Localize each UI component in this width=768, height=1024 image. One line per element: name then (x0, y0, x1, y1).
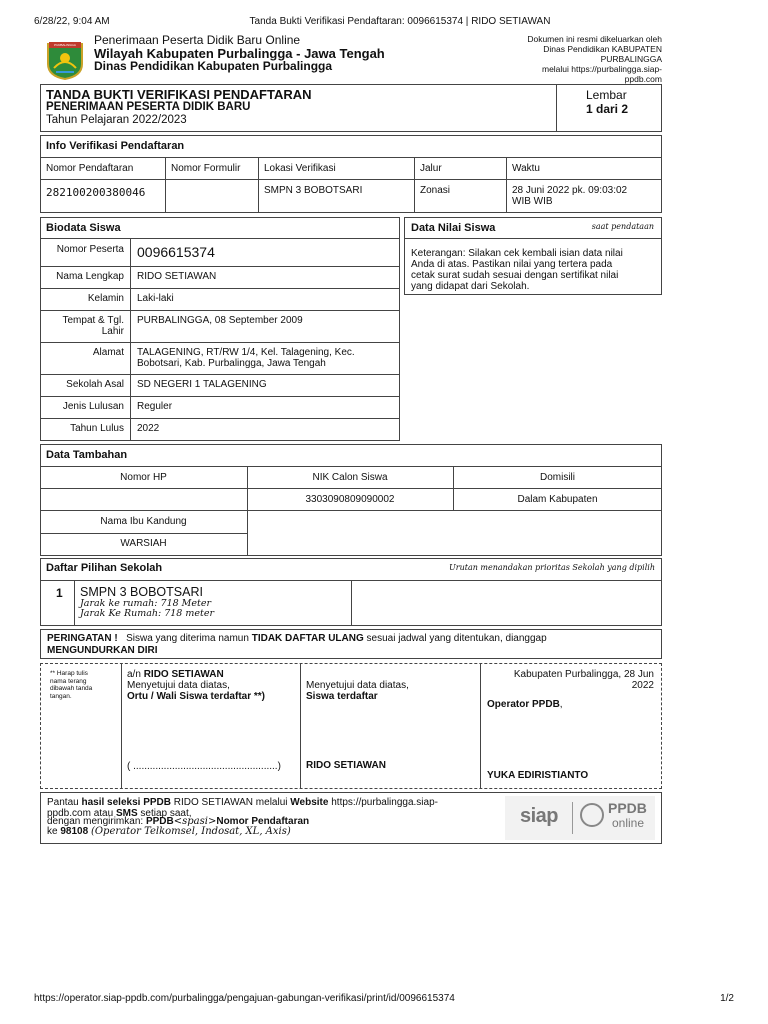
col-jalur: Jalur (420, 163, 442, 174)
academic-year: Tahun Pelajaran 2022/2023 (46, 114, 187, 126)
pilihan-jarak-1: Jarak ke rumah: 718 Meter (80, 598, 212, 609)
label-alamat: Alamat (92, 347, 124, 358)
label-sekolah-asal: Sekolah Asal (66, 379, 124, 390)
fl2-b: SMS (115, 808, 138, 819)
jenis-lulusan-value: Reguler (137, 401, 173, 412)
sheet-label: Lembar (586, 88, 627, 102)
lokasi-verifikasi-value: SMPN 3 BOBOTSARI (264, 185, 363, 196)
alamat-value-1: TALAGENING, RT/RW 1/4, Kel. Talagening, Kec. (137, 347, 355, 358)
header-issuer-note (480, 34, 662, 84)
fl3-c: <spasi> (173, 816, 217, 827)
document-title: TANDA BUKTI VERIFIKASI PENDAFTARAN (46, 87, 312, 102)
jalur-value: Zonasi (420, 185, 451, 196)
operator-name: YUKA EDIRISTIANTO (487, 770, 589, 781)
online-logo: online (612, 816, 645, 830)
nilai-heading: Data Nilai Siswa (411, 222, 496, 234)
peringatan-line1 (47, 633, 547, 645)
col-nomor-formulir: Nomor Formulir (171, 163, 241, 174)
col-nomor-pendaftaran: Nomor Pendaftaran (46, 163, 134, 174)
col-waktu: Waktu (512, 163, 540, 174)
fl4-a: ke (47, 826, 58, 837)
nilai-text-4: yang didapat dari Sekolah. (411, 281, 530, 292)
pilihan-note: Urutan menandakan prioritas Sekolah yang dipilih (449, 563, 655, 572)
fl1-c: RIDO SETIAWAN melalui (173, 797, 288, 808)
col-ibu-kandung: Nama Ibu Kandung (100, 516, 187, 527)
biodata-heading: Biodata Siswa (46, 222, 121, 234)
an-name: RIDO SETIAWAN (143, 669, 224, 680)
document-subtitle: PENERIMAAN PESERTA DIDIK BARU (46, 101, 251, 113)
issuer-line3: PURBALINGGA (600, 54, 662, 64)
domisili-value: Dalam Kabupaten (517, 494, 598, 505)
nilai-note: saat pendataan (591, 222, 654, 231)
pilihan-school: SMPN 3 BOBOTSARI (80, 585, 203, 599)
note-line3: dibawah tanda (50, 685, 93, 692)
issuer-line1: Dokumen ini resmi dikeluarkan oleh (527, 34, 662, 44)
fl1-d: Website (290, 797, 329, 808)
peringatan-text2: sesuai jadwal yang ditentukan, dianggap (366, 633, 547, 644)
label-tempat-tgl-lahir-2: Lahir (101, 326, 124, 337)
header-line2: Wilayah Kabupaten Purbalingga - Jawa Tengah (94, 46, 385, 61)
pilihan-number: 1 (56, 586, 63, 600)
peringatan-line2: MENGUNDURKAN DIRI (47, 645, 158, 656)
siap-logo: siap (520, 805, 559, 827)
logo-banner-text: PURBALINGGA (54, 43, 76, 47)
issuer-line5: ppdb.com (624, 74, 662, 84)
fl4-b: 98108 (60, 826, 89, 837)
footer-line4 (47, 826, 291, 838)
ppdb-logo-icon (580, 803, 604, 827)
student-signature-name: RIDO SETIAWAN (306, 760, 387, 771)
parent-role: Ortu / Wali Siswa terdaftar **) (127, 691, 265, 702)
label-tahun-lulus: Tahun Lulus (70, 423, 124, 434)
col-nik: NIK Calon Siswa (312, 472, 388, 483)
waktu-value-2: WIB WIB (512, 196, 553, 207)
nik-value: 3303090809090002 (305, 494, 395, 505)
print-datetime: 6/28/22, 9:04 AM (34, 16, 110, 27)
alamat-value-2: Bobotsari, Kab. Purbalingga, Jawa Tengah (137, 358, 326, 369)
place-date-2: 2022 (631, 680, 654, 691)
tahun-lulus-value: 2022 (137, 423, 160, 434)
nomor-pendaftaran-value: 282100200380046 (46, 186, 146, 199)
signature-note (50, 670, 92, 700)
operator-label: Operator PPDB (487, 699, 560, 710)
label-tempat-tgl-lahir-1: Tempat & Tgl. (62, 315, 124, 326)
operator-label-line (487, 699, 563, 711)
issuer-line4: melalui https://purbalingga.siap- (541, 64, 662, 74)
header-line1: Penerimaan Peserta Didik Baru Online (94, 33, 301, 47)
kelamin-value: Laki-laki (137, 293, 174, 304)
note-line2: nama terang (50, 677, 87, 685)
label-nomor-peserta: Nomor Peserta (56, 244, 124, 255)
fl1-b: hasil seleksi PPDB (81, 797, 171, 808)
fl2-a: ppdb.com atau (47, 808, 114, 819)
pilihan-heading: Daftar Pilihan Sekolah (46, 562, 163, 574)
student-role: Siswa terdaftar (306, 691, 378, 702)
fl1-e: https://purbalingga.siap- (331, 797, 438, 808)
note-line4: tangan. (50, 692, 72, 700)
label-kelamin: Kelamin (87, 293, 124, 304)
fl3-d: Nomor Pendaftaran (216, 816, 310, 827)
fl1-a: Pantau (47, 797, 79, 808)
info-verifikasi-heading: Info Verifikasi Pendaftaran (46, 140, 185, 152)
pilihan-jarak-2: Jarak Ke Rumah: 718 meter (80, 608, 214, 619)
col-nomor-hp: Nomor HP (120, 472, 167, 483)
fl2-c: setiap saat, (140, 808, 192, 819)
waktu-value-1: 28 Juni 2022 pk. 09:03:02 (512, 185, 628, 196)
nomor-peserta-value: 0096615374 (137, 244, 215, 260)
student-agree: Menyetujui data diatas, (306, 680, 409, 691)
col-domisili: Domisili (540, 472, 575, 483)
print-url: https://operator.siap-ppdb.com/purbalingga/pengajuan-gabungan-verifikasi/print/id/0096615374 (34, 993, 455, 1004)
ibu-kandung-value: WARSIAH (120, 538, 167, 549)
purbalingga-crest-logo (46, 38, 84, 80)
nama-lengkap-value: RIDO SETIAWAN (137, 271, 217, 282)
place-date-1: Kabupaten Purbalingga, 28 Jun (513, 669, 654, 680)
issuer-line2: Dinas Pendidikan KABUPATEN (543, 44, 662, 54)
sekolah-asal-value: SD NEGERI 1 TALAGENING (137, 379, 267, 390)
fl3-a: dengan mengirimkan: (47, 816, 144, 827)
note-line1: ** Harap tulis (50, 670, 88, 677)
label-nama-lengkap: Nama Lengkap (56, 271, 124, 282)
print-page-title: Tanda Bukti Verifikasi Pendaftaran: 0096615374 | RIDO SETIAWAN (249, 16, 551, 27)
tempat-tgl-lahir-value: PURBALINGGA, 08 September 2009 (137, 315, 303, 326)
tambahan-heading: Data Tambahan (46, 449, 128, 461)
sheet-value: 1 dari 2 (586, 102, 629, 116)
col-lokasi-verifikasi: Lokasi Verifikasi (264, 163, 336, 174)
an-prefix: a/n (127, 669, 141, 680)
nilai-text-3: cetak surat sudah sesuai dengan sertifikat nilai (411, 270, 619, 281)
nilai-text-1: Keterangan: Silakan cek kembali isian data nilai (411, 248, 623, 259)
parent-signature-dots: ( ....................................................) (127, 761, 281, 772)
fl3-b: PPDB (145, 816, 174, 827)
parent-agree: Menyetujui data diatas, (127, 680, 230, 691)
print-page-number: 1/2 (720, 993, 734, 1004)
peringatan-strong: TIDAK DAFTAR ULANG (251, 633, 364, 644)
ppdb-logo: PPDB (608, 800, 647, 816)
label-jenis-lulusan: Jenis Lulusan (62, 401, 124, 412)
peringatan-text1: Siswa yang diterima namun (126, 633, 249, 644)
nilai-text-2: Anda di atas. Pastikan nilai yang tertera pada (411, 259, 613, 270)
operator-suffix: , (559, 699, 563, 710)
peringatan-label: PERINGATAN ! (47, 633, 118, 644)
header-line3: Dinas Pendidikan Kabupaten Purbalingga (94, 59, 333, 73)
fl4-c: (Operator Telkomsel, Indosat, XL, Axis) (90, 826, 291, 837)
